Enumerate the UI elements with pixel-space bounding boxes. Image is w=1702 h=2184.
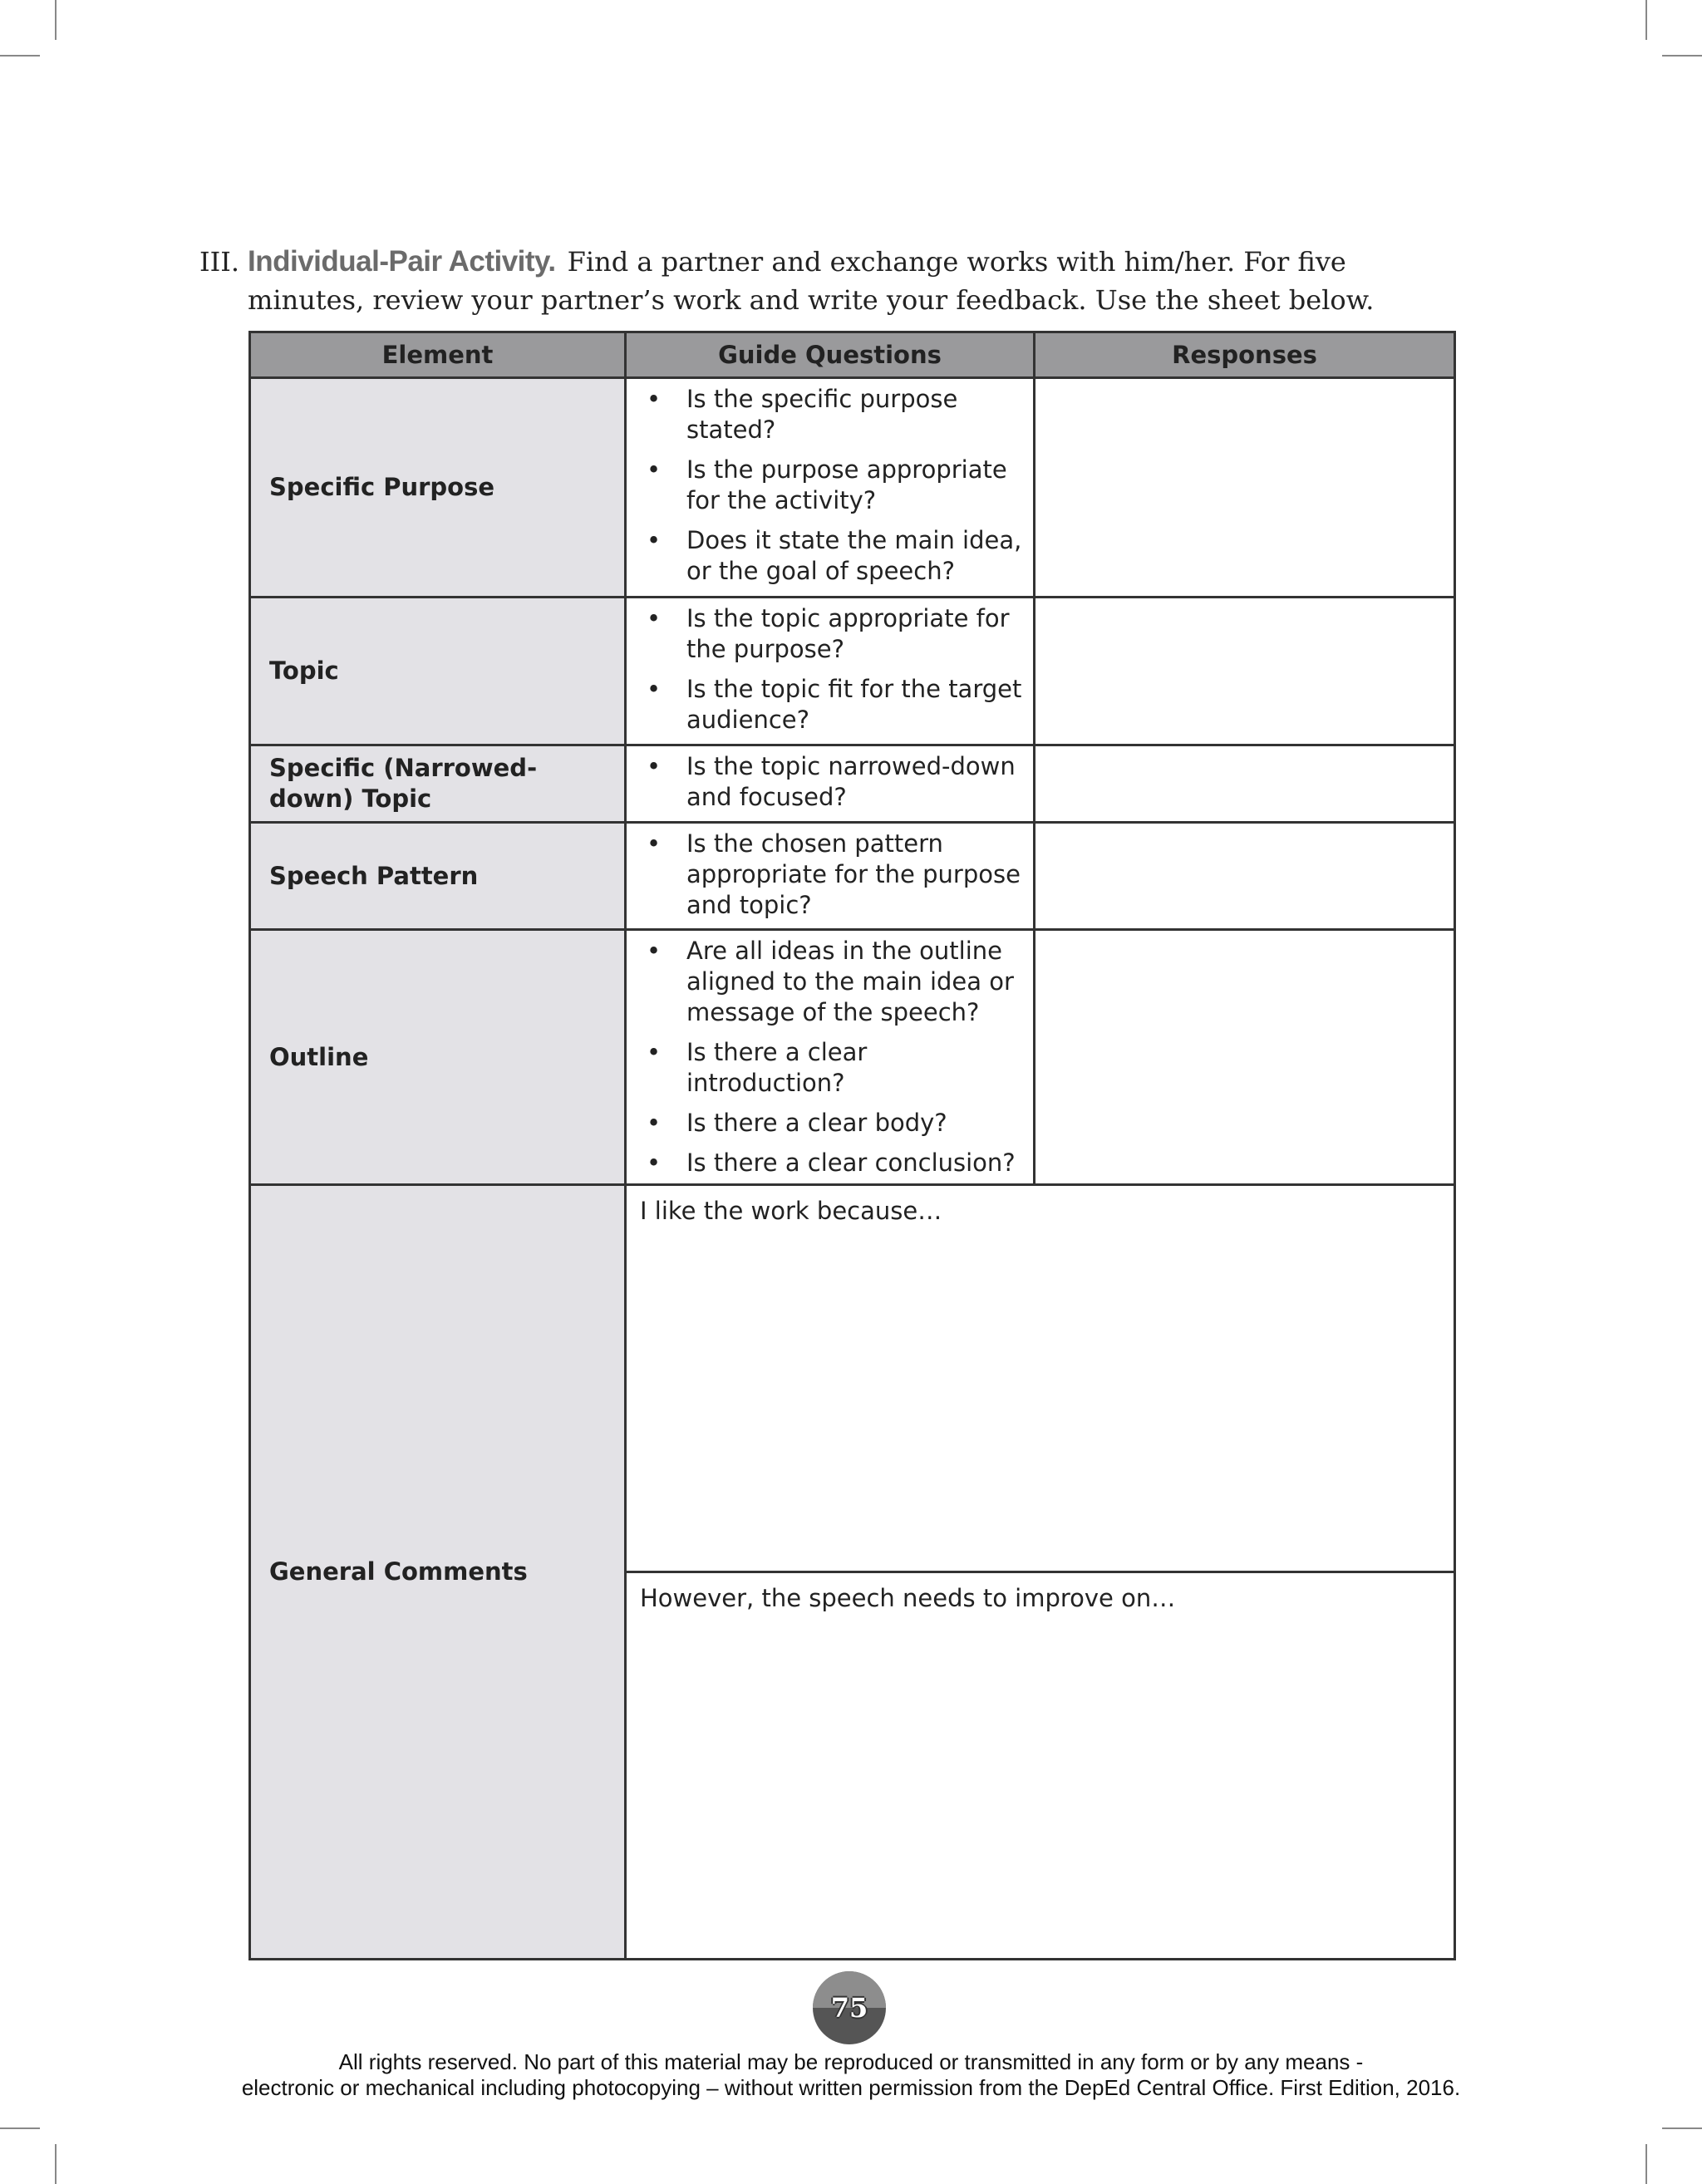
crop-mark — [55, 0, 57, 40]
response-cell[interactable] — [1035, 930, 1455, 1185]
guide-questions-cell — [626, 598, 1035, 745]
guide-questions-cell — [626, 930, 1035, 1185]
guide-question: • Is there a clear introduction? — [647, 1038, 868, 1097]
element-cell: Speech Pattern — [250, 823, 626, 930]
column-header-responses: Responses — [1035, 332, 1455, 378]
response-cell[interactable] — [1035, 745, 1455, 823]
footer-line-2: electronic or mechanical including photocopying – without written permission from the DepEd Central Office. First Edition, 2016. — [241, 2075, 1461, 2100]
footer-line-1: All rights reserved. No part of this material may be reproduced or transmitted in any form or by any means - — [338, 2049, 1364, 2074]
element-cell: Topic — [250, 598, 626, 745]
comment-improve-cell[interactable] — [626, 1572, 1455, 1960]
crop-mark — [1645, 2144, 1647, 2184]
bullet: • — [647, 829, 662, 858]
bullet: • — [647, 604, 662, 632]
element-cell: Outline — [250, 930, 626, 1185]
table-header-row — [250, 332, 1455, 378]
table-row — [250, 930, 1455, 1185]
guide-questions-cell — [626, 378, 1035, 598]
guide-question: • Is the specific purpose stated? — [647, 385, 958, 444]
column-header-element: Element — [250, 332, 626, 378]
bullet: • — [647, 752, 662, 780]
response-cell[interactable] — [1035, 378, 1455, 598]
crop-mark — [0, 55, 40, 57]
crop-mark — [1645, 0, 1647, 40]
crop-mark — [0, 2127, 40, 2129]
comment-positive-prompt: I like the work because… — [640, 1197, 942, 1225]
page-number: 75 — [830, 1992, 868, 2024]
guide-question: • Is there a clear body? — [647, 1109, 947, 1137]
table-row — [250, 1185, 1455, 1572]
element-cell: Specific (Narrowed-down) Topic — [250, 745, 626, 823]
column-header-guide-questions: Guide Questions — [626, 332, 1035, 378]
crop-mark — [55, 2144, 57, 2184]
element-cell: General Comments — [250, 1185, 626, 1960]
guide-questions-cell — [626, 823, 1035, 930]
bullet: • — [647, 526, 662, 554]
bullet: • — [647, 675, 662, 703]
activity-text: Find a partner and exchange works with him/her. For five minutes, review your partner’s work and write your feedback. Use the sheet below. — [248, 246, 1375, 316]
table-row — [250, 823, 1455, 930]
table-row — [250, 745, 1455, 823]
guide-question: • Are all ideas in the outline aligned to the main idea or message of the speech? — [647, 937, 1014, 1026]
crop-mark — [1662, 55, 1702, 57]
guide-question: • Is the topic narrowed-down and focused? — [647, 752, 1016, 811]
table-row — [250, 598, 1455, 745]
crop-mark — [1662, 2127, 1702, 2129]
bullet: • — [647, 1149, 662, 1177]
activity-instructions — [199, 243, 1463, 319]
comment-improve-prompt: However, the speech needs to improve on… — [640, 1584, 1176, 1612]
guide-questions-cell — [626, 745, 1035, 823]
bullet: • — [647, 937, 662, 965]
response-cell[interactable] — [1035, 598, 1455, 745]
activity-title: Individual-Pair Activity. — [248, 245, 556, 278]
activity-number: III. — [199, 246, 240, 278]
bullet: • — [647, 455, 662, 484]
comment-positive-cell[interactable] — [626, 1185, 1455, 1572]
response-cell[interactable] — [1035, 823, 1455, 930]
bullet: • — [647, 385, 662, 413]
element-cell: Specific Purpose — [250, 378, 626, 598]
feedback-sheet — [248, 331, 1456, 1960]
guide-question: • Does it state the main idea, or the goal of speech? — [647, 526, 1022, 585]
table-row — [250, 378, 1455, 598]
guide-question: • Is the topic fit for the target audience? — [647, 675, 1022, 734]
bullet: • — [647, 1109, 662, 1137]
bullet: • — [647, 1038, 662, 1066]
guide-question: • Is there a clear conclusion? — [647, 1149, 1016, 1177]
page-number-badge — [813, 1971, 886, 2044]
guide-question: • Is the purpose appropriate for the activity? — [647, 455, 1007, 514]
guide-question: • Is the topic appropriate for the purpose? — [647, 604, 1010, 663]
guide-question: • Is the chosen pattern appropriate for the purpose and topic? — [647, 829, 1021, 919]
